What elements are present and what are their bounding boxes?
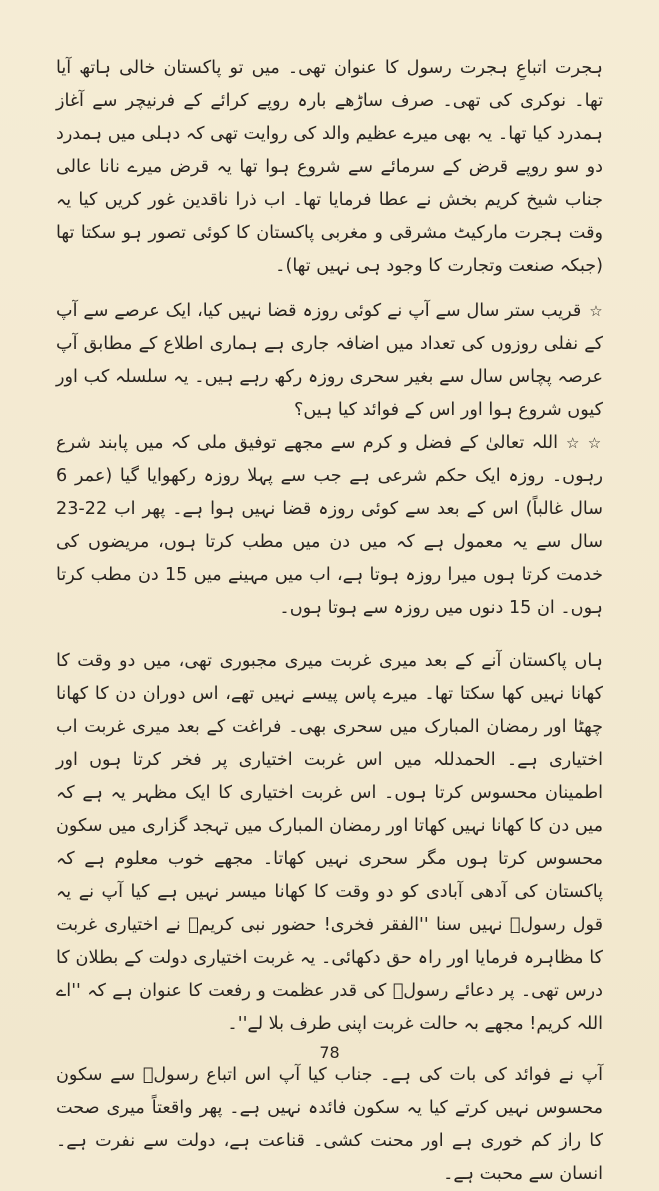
page-body [56, 52, 603, 1191]
paragraph-5 [56, 1059, 603, 1191]
question-star-icon: ☆ [589, 302, 604, 320]
question-paragraph [56, 295, 603, 427]
paragraph-4 [56, 645, 603, 1041]
answer-paragraph [56, 427, 603, 625]
page-number: 78 [319, 1043, 340, 1062]
paragraph-1-text: ہجرت اتباعِ ہجرت رسول کا عنوان تھی۔ میں تو پاکستان خالی ہاتھ آیا تھا۔ نوکری کی تھی۔ صرف ساڑھے بارہ روپے کرائے کے فرنیچر سے آغاز ہمدرد کیا تھا۔ یہ بھی میرے عظیم والد کی روایت تھی کہ دہلی میں ہمدرد دو سو روپے قرض کے سرمائے سے شروع ہوا تھا یہ قرض میرے نانا عالی جناب شیخ کریم بخش نے عطا فرمایا تھا۔ اب ذرا ناقدین غور کریں کیا یہ وقت ہجرت مارکیٹ مشرقی و مغربی پاکستان کا کوئی تصور ہو سکتا تھا (جبکہ صنعت وتجارت کا وجود ہی نہیں تھا)۔ [56, 58, 603, 276]
question-text: قریب ستر سال سے آپ نے کوئی روزہ قضا نہیں کیا، ایک عرصے سے آپ کے نفلی روزوں کی تعداد میں اضافہ جاری ہے ہماری اطلاع کے مطابق آپ عرصہ پچاس سال سے بغیر سحری روزہ رکھ رہے ہیں۔ یہ سلسلہ کب اور کیوں شروع ہوا اور اس کے فوائد کیا ہیں؟ [56, 301, 603, 420]
answer-text: اللہ تعالیٰ کے فضل و کرم سے مجھے توفیق ملی کہ میں پابند شرع رہوں۔ روزہ ایک حکم شرعی ہے جب سے پہلا روزہ رکھوایا گیا (عمر 6 سال غالباً) اس کے بعد سے کوئی روزہ قضا نہیں ہوا ہے۔ پھر اب 22-23 سال سے یہ معمول ہے کہ میں دن میں مطب کرتا ہوں، مریضوں کی خدمت کرتا ہوں میرا روزہ ہوتا ہے، اب میں مہینے میں 15 دن مطب کرتا ہوں۔ ان 15 دنوں میں روزہ سے ہوتا ہوں۔ [56, 433, 603, 618]
answer-stars-icon: ☆ ☆ [566, 434, 603, 452]
paragraph-5-text: آپ نے فوائد کی بات کی ہے۔ جناب کیا آپ اس اتباع رسولؐ سے سکون محسوس نہیں کرتے کیا یہ سکون فائدہ نہیں ہے۔ پھر واقعتاً میری صحت کا راز کم خوری ہے اور محنت کشی۔ قناعت ہے، دولت سے نفرت ہے۔ انسان سے محبت ہے۔ [56, 1065, 603, 1184]
paragraph-1 [56, 52, 603, 283]
paragraph-4-text: ہاں پاکستان آنے کے بعد میری غربت میری مجبوری تھی، میں دو وقت کا کھانا نہیں کھا سکتا تھا۔ میرے پاس پیسے نہیں تھے، اس دوران دن کا کھانا چھٹا اور رمضان المبارک میں سحری بھی۔ فراغت کے بعد میری غربت اب اختیاری ہے۔ الحمدللہ میں اس غربت اختیاری پر فخر کرتا ہوں اور اطمینان محسوس کرتا ہوں۔ اس غربت اختیاری کا ایک مظہر یہ ہے کہ میں دن کا کھانا نہیں کھاتا اور رمضان المبارک میں تہجد گزاری میں سکون محسوس کرتا ہوں مگر سحری نہیں کھاتا۔ مجھے خوب معلوم ہے کہ پاکستان کی آدھی آبادی کو دو وقت کا کھانا میسر نہیں ہے کیا آپ نے یہ قول رسولؐ نہیں سنا ''الفقر فخری! حضور نبی کریمؐ نے اختیاری غربت کا مظاہرہ فرمایا اور راہ حق دکھائی۔ یہ غربت اختیاری دولت کے بطلان کا درس تھی۔ پر دعائے رسولؐ کی قدر عظمت و رفعت کا عنوان ہے کہ ''اے اللہ کریم! مجھے بہ حالت غربت اپنی طرف بلا لے''۔ [56, 651, 603, 1034]
